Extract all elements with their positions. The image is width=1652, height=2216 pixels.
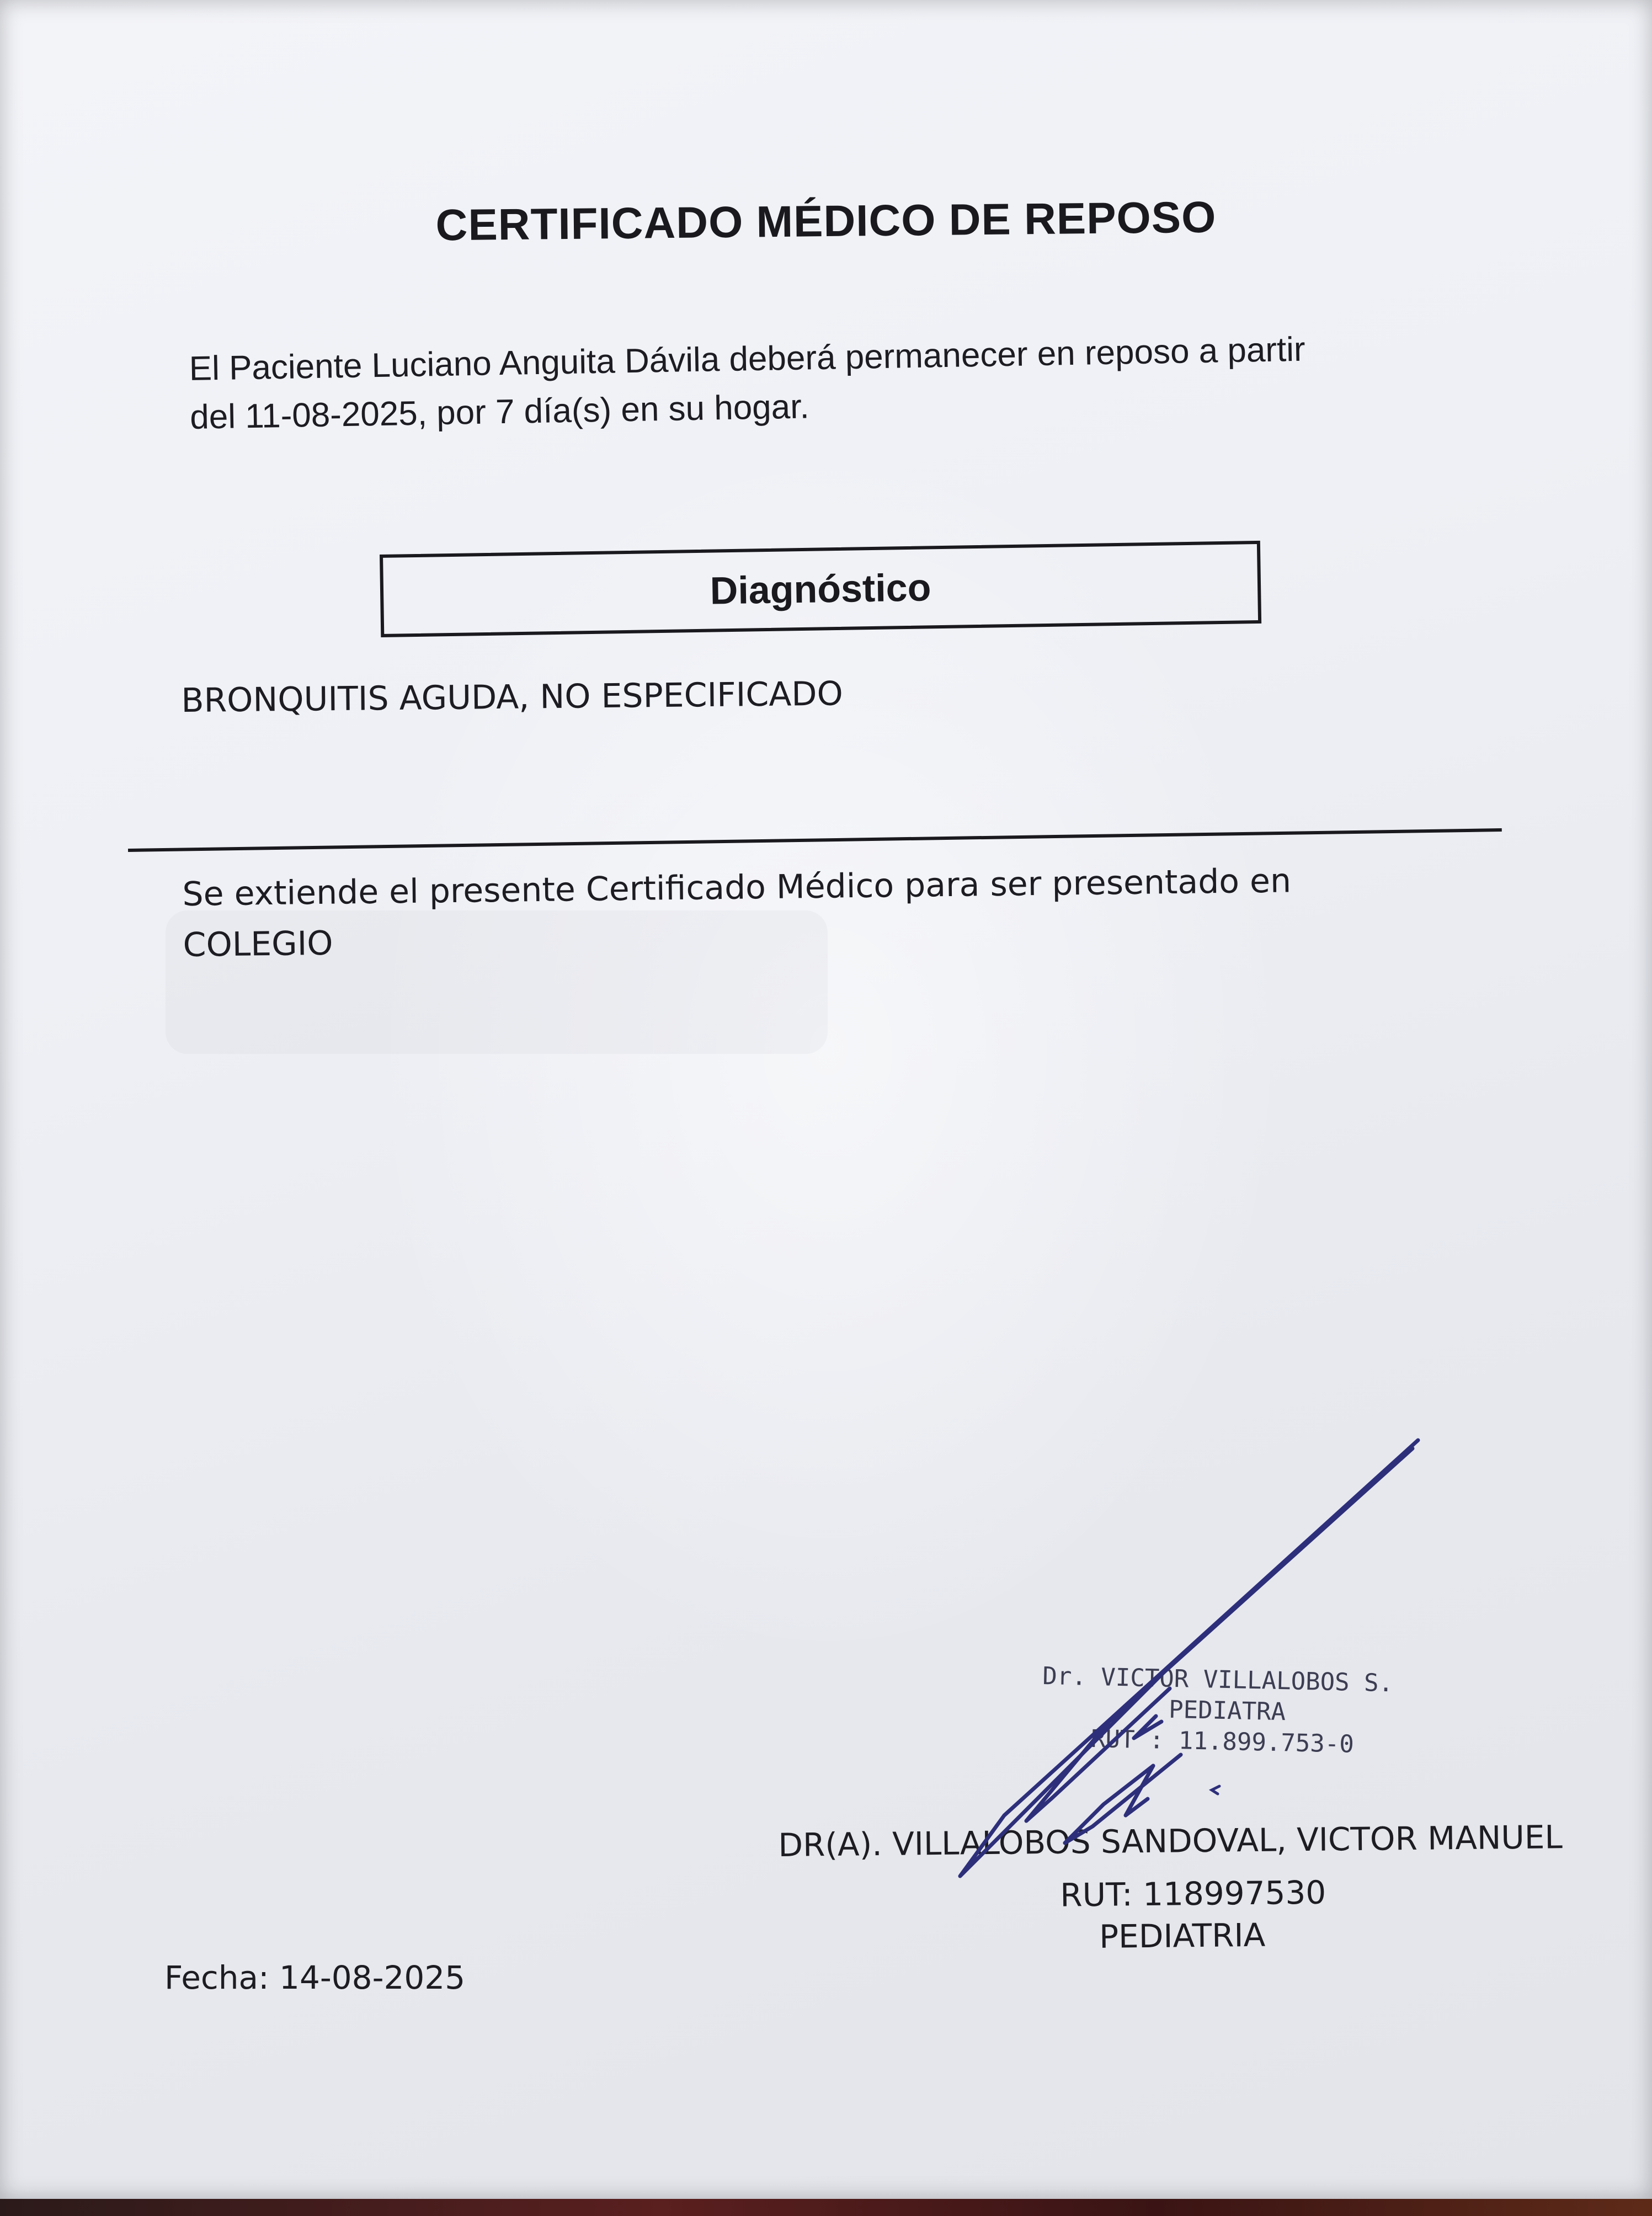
signatory-block — [778, 1818, 1574, 1959]
purpose-statement — [182, 854, 1452, 971]
signatory-name: DR(A). VILLALOBOS SANDOVAL, VICTOR MANUEL — [778, 1818, 1563, 1864]
signatory-specialty: PEDIATRIA — [1099, 1916, 1266, 1956]
purpose-statement-line-2: COLEGIO — [183, 924, 333, 965]
patient-statement-line-1: El Paciente Luciano Anguita Dávila deberá permanecer en reposo a partir — [189, 330, 1306, 388]
stamp-line-name: Dr. VICTOR VILLALOBOS S. — [1042, 1661, 1394, 1698]
issue-date: Fecha: 14-08-2025 — [164, 1959, 466, 1996]
patient-statement — [189, 322, 1487, 442]
diagnosis-heading-box — [380, 541, 1261, 637]
stamp-line-specialty: PEDIATRA — [1168, 1695, 1286, 1727]
patient-statement-line-2: del 11-08-2025, por 7 día(s) en su hogar. — [189, 387, 810, 436]
purpose-statement-line-1: Se extiende el presente Certificado Médico para ser presentado en — [182, 861, 1292, 914]
stamp-line-rut: RUT : 11.899.753-0 — [1090, 1724, 1355, 1759]
diagnosis-heading: Diagnóstico — [710, 566, 931, 612]
signatory-rut: RUT: 118997530 — [1059, 1873, 1326, 1914]
certificate-title: CERTIFICADO MÉDICO DE REPOSO — [435, 192, 1217, 250]
table-surface-edge — [0, 2199, 1652, 2216]
doctor-stamp — [1041, 1661, 1393, 1761]
diagnosis-value: BRONQUITIS AGUDA, NO ESPECIFICADO — [181, 674, 844, 720]
section-divider — [128, 828, 1502, 852]
